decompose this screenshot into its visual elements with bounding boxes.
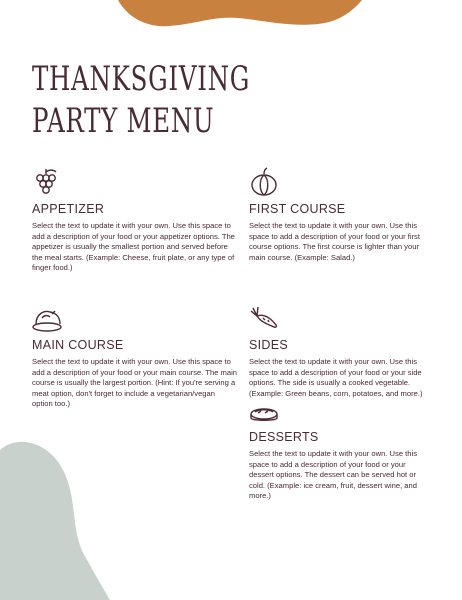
section-description: Select the text to update it with your own. Use this space to add a description of your food or your first course options. The first course is lighter than your main course. (Example: Salad.) [249,221,420,262]
section-heading: SIDES [249,338,289,352]
title-line-1: THANKSGIVING [32,59,251,99]
section-description: Select the text to update it with your own. Use this space to add a description of your food or your appetizer options. The appetizer is usually the smallest portion and served before the meal starts. (Example: Cheese, fruit plate, or any type of finger food.) [32,221,235,272]
title-line-2: PARTY MENU [32,101,215,141]
bottom-sage-blob [0,440,140,600]
pie-icon [249,394,289,428]
section-description: Select the text to update it with your own. Use this space to add a description of your food or your side options. The side is usually a cooked vegetable. (Example: Green beans, corn, potatoes, and more.) [249,357,423,398]
turkey-icon [32,302,72,336]
carrot-icon [249,302,289,336]
section-sides [249,302,429,399]
menu-title [32,58,250,142]
section-first-course [249,166,429,263]
section-appetizer [32,166,237,274]
section-main-course [32,302,237,410]
section-heading: MAIN COURSE [32,338,124,352]
section-heading: FIRST COURSE [249,202,346,216]
section-heading: APPETIZER [32,202,105,216]
section-description: Select the text to update it with your own. Use this space to add a description of your food or your main course. The main course is usually the largest portion. (Hint: If you're serving a meat option, don't forget to include a vegetarian/vegan option too.) [32,357,238,408]
grapes-icon [32,166,72,200]
top-orange-blob [0,0,462,60]
pumpkin-icon [249,166,289,200]
section-heading: DESSERTS [249,430,319,444]
section-description: Select the text to update it with your own. Use this space to add a description of your food or your dessert options. The dessert can be served hot or cold. (Example: ice cream, fruit, dessert wine, and more.) [249,449,417,500]
section-desserts [249,394,429,502]
